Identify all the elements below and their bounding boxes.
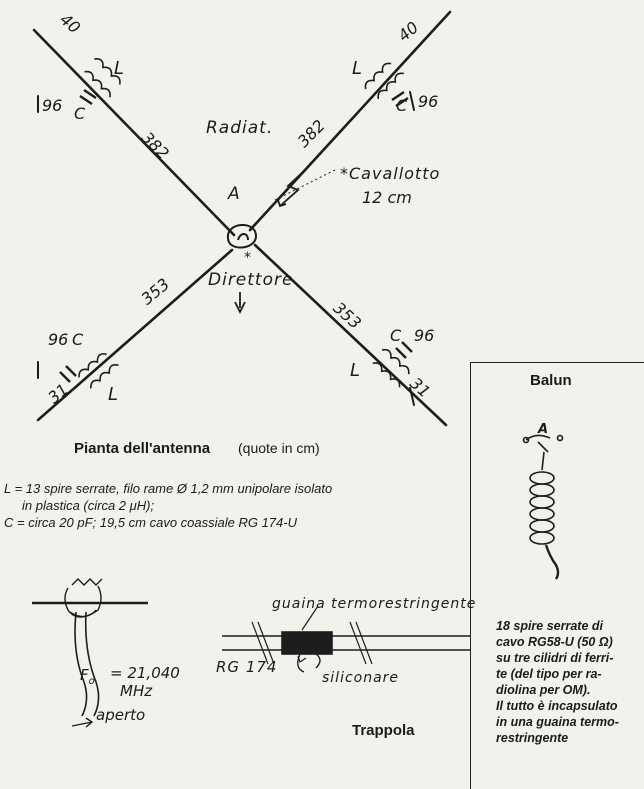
balun-note-line: 18 spire serrate di (496, 619, 604, 633)
legend-line-2: in plastica (circa 2 μH); (22, 498, 155, 513)
silicone-label: siliconare (322, 670, 400, 686)
cap-label-top-right: C (396, 96, 408, 115)
length-top-left-end: 40 (56, 9, 85, 38)
coil-label-bottom-left: L (108, 384, 119, 405)
resonance-freq-unit: MHz (120, 682, 153, 700)
balun-note-line: te (del tipo per ra- (496, 667, 602, 681)
length-bottom-left-end: 31 (44, 379, 73, 408)
balun-note-line: restringente (496, 731, 569, 745)
balun-note-line: su tre cilidri di ferri- (496, 651, 614, 665)
hairpin-label: *Cavallotto (340, 164, 441, 183)
coil-label-top-right: L (352, 58, 363, 79)
radiator-length-right: 382 (293, 115, 329, 152)
trap-title: Trappola (352, 722, 415, 739)
coil-label-bottom-right: L (350, 360, 361, 381)
radiator-label: Radiat. (206, 118, 274, 138)
length-bottom-right-side: 96 (414, 326, 435, 345)
trap-detail-drawing (32, 579, 148, 727)
coax-cable-label: RG 174 (216, 658, 278, 676)
heat-shrink-label: guaina termorestringente (272, 596, 477, 612)
balun-feed-label: A (538, 422, 549, 437)
component-legend (4, 480, 474, 531)
legend-line-3: C = circa 20 pF; 19,5 cm cavo coassiale RG 174-U (4, 515, 297, 530)
length-bottom-right-end: 31 (406, 373, 435, 402)
cap-label-bottom-left: C (72, 330, 84, 349)
balun-note-line: Il tutto è incapsulato (496, 699, 618, 713)
length-top-right-side: 96 (418, 92, 439, 111)
antenna-caption-units: (quote in cm) (238, 440, 320, 456)
balun-note-line: cavo RG58-U (50 Ω) (496, 635, 613, 649)
trap-bottom-right (371, 342, 413, 387)
coil-label-top-left: L (114, 58, 125, 79)
resonance-freq-value: = 21,040 (110, 664, 180, 682)
radiator-left-wire (34, 30, 234, 235)
freq-subscript: o (88, 676, 95, 687)
hairpin-loop (228, 225, 256, 248)
length-top-right-end: 40 (394, 17, 423, 46)
balun-note-line: diolina per OM). (496, 683, 591, 697)
legend-line-1: L = 13 spire serrate, filo rame Ø 1,2 mm unipolare isolato (4, 481, 333, 496)
director-label: Direttore (208, 270, 294, 290)
radiator-length-left: 382 (137, 127, 173, 164)
feed-point-label: A (228, 184, 240, 204)
length-top-left-side: 96 (42, 96, 63, 115)
cap-label-bottom-right: C (390, 326, 402, 345)
hairpin-size: 12 cm (362, 188, 412, 207)
balun-description (496, 618, 640, 746)
length-bottom-left-side: 96 (48, 330, 69, 349)
balun-note-line: in una guaina termo- (496, 715, 619, 729)
director-length-left: 353 (137, 274, 174, 309)
director-length-right: 353 (329, 298, 365, 333)
cap-label-top-left: C (74, 104, 86, 123)
freq-symbol: F (80, 666, 89, 684)
antenna-caption: Pianta dell'antenna (74, 440, 211, 457)
balun-title: Balun (530, 372, 572, 389)
resonance-freq-label (80, 666, 95, 687)
hairpin-star: * (244, 250, 251, 266)
open-end-label: aperto (96, 706, 146, 724)
